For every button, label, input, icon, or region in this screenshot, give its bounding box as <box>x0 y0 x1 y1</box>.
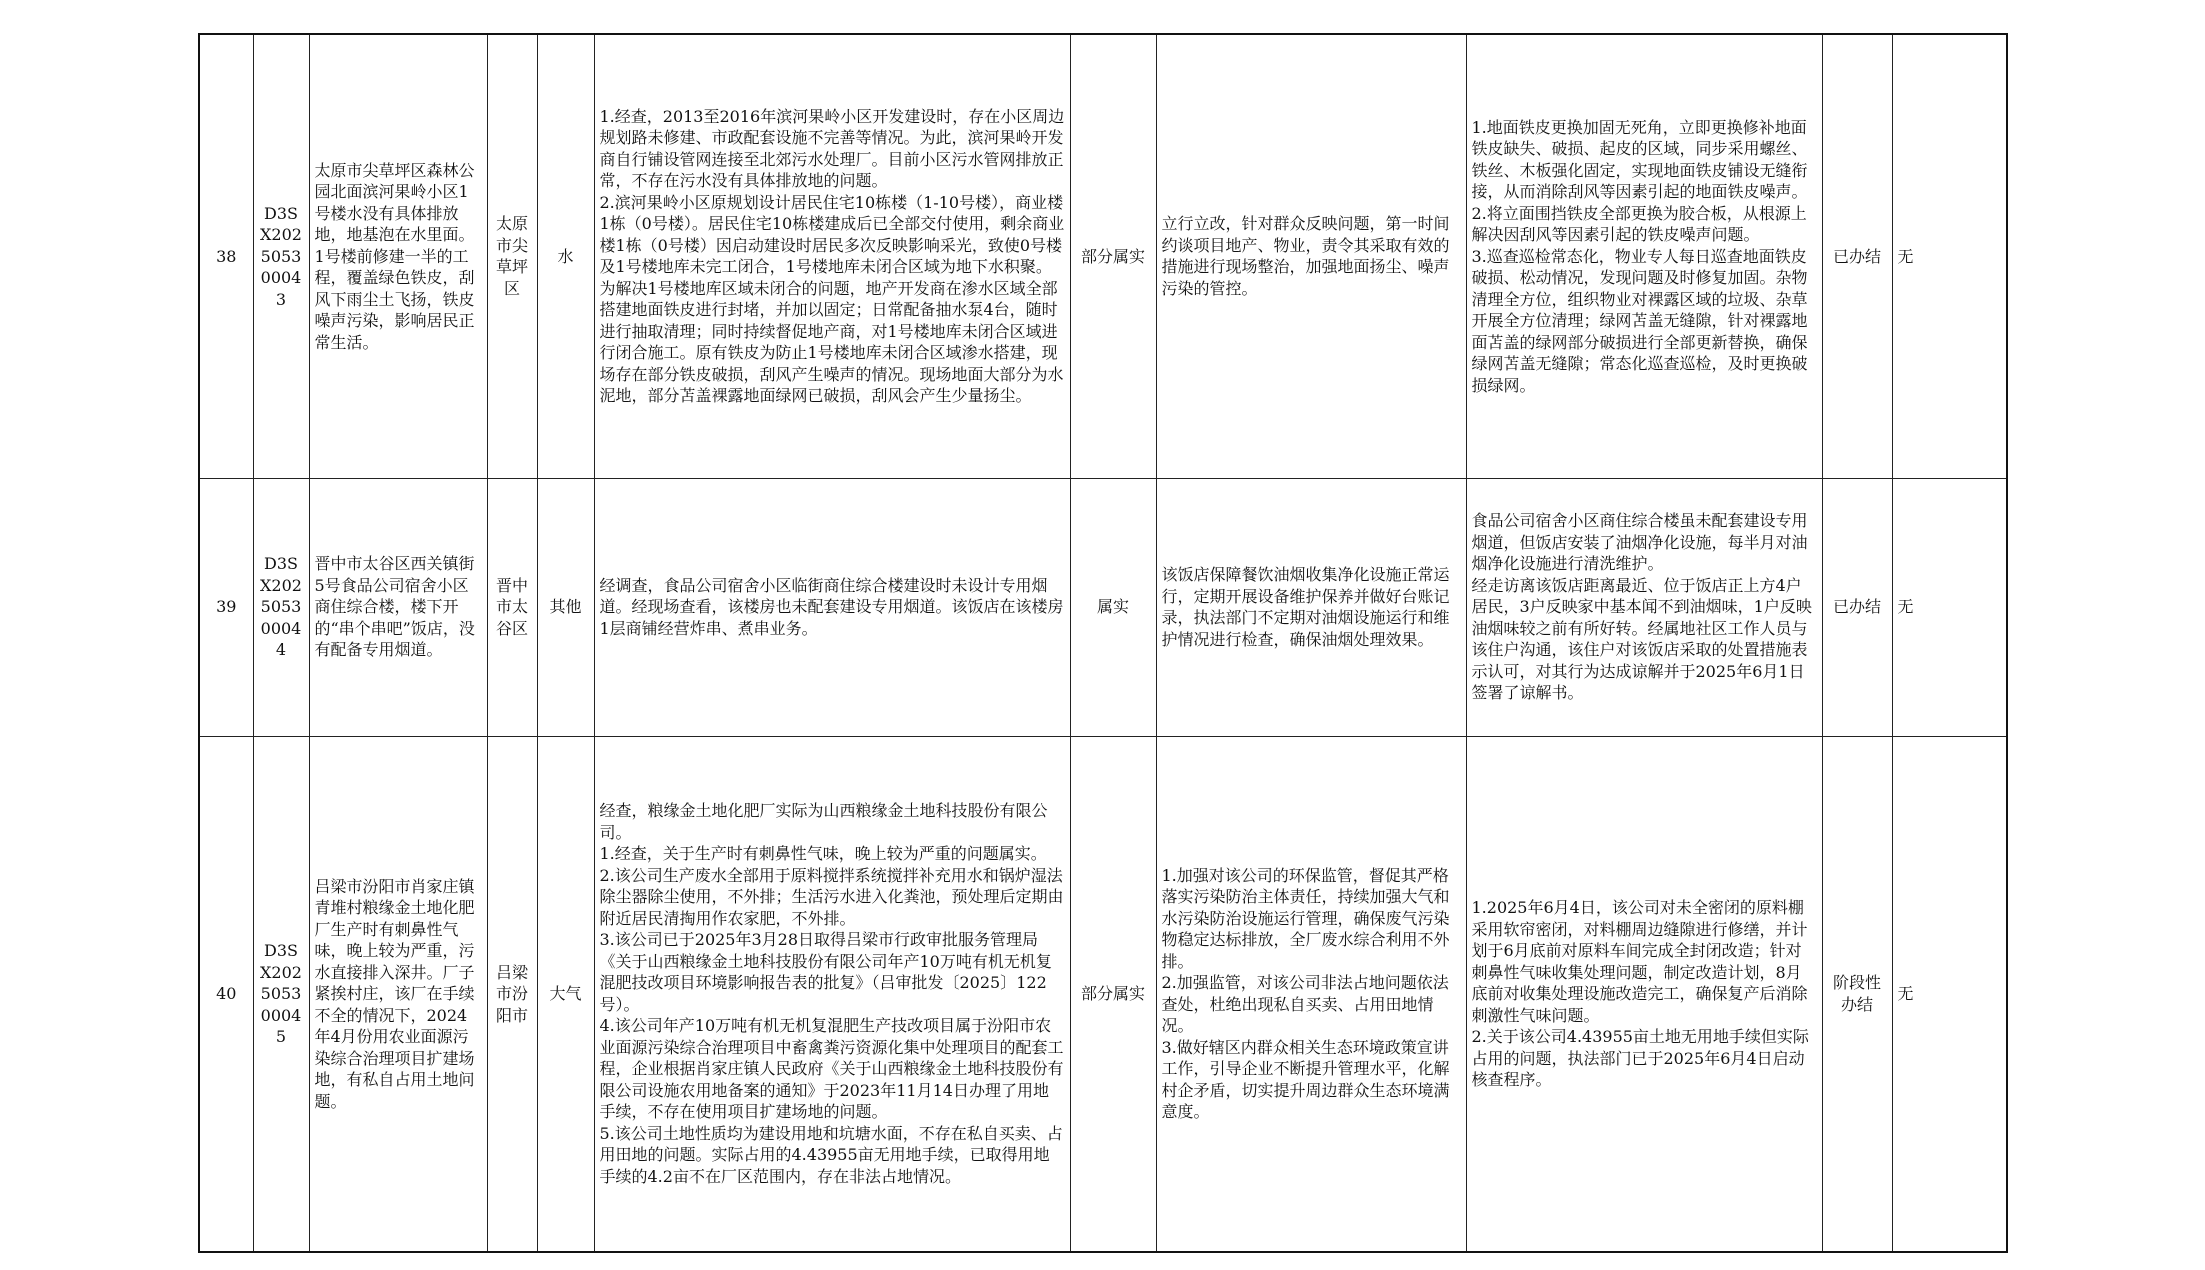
complaint-content: 吕梁市汾阳市肖家庄镇青堆村粮缘金土地化肥厂生产时有刺鼻性气味，晚上较为严重，污水直接排入深井。厂子紧挨村庄，该厂在手续不全的情况下，2024年4月份用农业面源污染综合治理项目扩建场地，有私自占用土地问题。 <box>309 736 487 1252</box>
rectification-paragraph: 食品公司宿舍小区商住综合楼虽未配套建设专用烟道，但饭店安装了油烟净化设施，每半月对油烟净化设施进行清洗维护。 <box>1471 511 1808 574</box>
rectification-status <box>1466 34 1822 478</box>
verdict: 部分属实 <box>1070 736 1156 1252</box>
investigation-paragraph: 1.经查，关于生产时有刺鼻性气味，晚上较为严重的问题属实。 <box>599 844 1047 864</box>
table-row <box>199 34 2007 478</box>
verdict: 部分属实 <box>1070 34 1156 478</box>
case-table <box>198 33 2008 1253</box>
rectification-status <box>1466 736 1822 1252</box>
rectification-paragraph: 1.地面铁皮更换加固无死角，立即更换修补地面铁皮缺失、破损、起皮的区域，同步采用螺丝、铁丝、木板强化固定，实现地面铁皮铺设无缝衔接，从而消除刮风等因素引起的地面铁皮噪声。 <box>1471 117 1808 201</box>
handling-paragraph: 1.加强对该公司的环保监管，督促其严格落实污染防治主体责任，持续加强大气和水污染防治设施运行管理，确保废气污染物稳定达标排放，全厂废水综合利用不外排。 <box>1161 865 1450 971</box>
investigation-paragraph: 为解决1号楼地库区域未闭合的问题，地产开发商在渗水区域全部搭建地面铁皮进行封堵，并加以固定；日常配备抽水泵4台，随时进行抽取清理；同时持续督促地产商，对1号楼地库未闭合区域进行闭合施工。原有铁皮为防止1号楼地库未闭合区域渗水搭建，现场存在部分铁皮破损，刮风产生噪声的情况。现场地面大部分为水泥地，部分苫盖裸露地面绿网已破损，刮风会产生少量扬尘。 <box>599 278 1064 406</box>
accountability: 无 <box>1892 34 2007 478</box>
handling-measures: 该饭店保障餐饮油烟收集净化设施正常运行，定期开展设备维护保养并做好台账记录，执法部门不定期对油烟设施运行和维护情况进行检查，确保油烟处理效果。 <box>1156 478 1466 736</box>
handling-measures <box>1156 736 1466 1252</box>
case-code: D3SX202505300045 <box>253 736 309 1252</box>
investigation-paragraph: 1.经查，2013至2016年滨河果岭小区开发建设时，存在小区周边规划路未修建、市政配套设施不完善等情况。为此，滨河果岭开发商自行铺设管网连接至北郊污水处理厂。目前小区污水管网排放正常，不存在污水没有具体排放地的问题。 <box>599 106 1065 191</box>
completion-status: 已办结 <box>1822 478 1892 736</box>
complaint-content: 太原市尖草坪区森林公园北面滨河果岭小区1号楼水没有具体排放地，地基泡在水里面。1号楼前修建一半的工程，覆盖绿色铁皮，刮风下雨尘土飞扬，铁皮噪声污染，影响居民正常生活。 <box>309 34 487 478</box>
investigation-paragraph: 2.该公司生产废水全部用于原料搅拌系统搅拌补充用水和锅炉湿法除尘器除尘使用，不外排；生活污水进入化粪池，预处理后定期由附近居民清掏用作农家肥，不外排。 <box>599 865 1064 928</box>
accountability: 无 <box>1892 478 2007 736</box>
handling-paragraph: 3.做好辖区内群众相关生态环境政策宣讲工作，引导企业不断提升管理水平，化解村企矛盾，切实提升周边群众生态环境满意度。 <box>1161 1037 1450 1122</box>
investigation-result <box>594 478 1070 736</box>
row-number: 39 <box>199 478 253 736</box>
pollution-type: 大气 <box>537 736 594 1252</box>
handling-measures: 立行立改，针对群众反映问题，第一时间约谈项目地产、物业，责令其采取有效的措施进行现场整治，加强地面扬尘、噪声污染的管控。 <box>1156 34 1466 478</box>
pollution-type: 其他 <box>537 478 594 736</box>
rectification-paragraph: 经走访离该饭店距离最近、位于饭店正上方4户居民，3户反映家中基本闻不到油烟味，1户反映油烟味较之前有所好转。经属地社区工作人员与该住户沟通，该住户对该饭店采取的处置措施表示认可，对其行为达成谅解并于2025年6月1日签署了谅解书。 <box>1471 575 1812 703</box>
table-row <box>199 736 2007 1252</box>
completion-status: 已办结 <box>1822 34 1892 478</box>
investigation-paragraph: 5.该公司土地性质均为建设用地和坑塘水面，不存在私自买卖、占用田地的问题。实际占用的4.43955亩无用地手续，已取得用地手续的4.2亩不在厂区范围内，存在非法占地情况。 <box>599 1123 1063 1186</box>
investigation-result <box>594 34 1070 478</box>
handling-paragraph: 2.加强监管，对该公司非法占地问题依法查处，杜绝出现私自买卖、占用田地情况。 <box>1161 973 1449 1036</box>
verdict: 属实 <box>1070 478 1156 736</box>
rectification-paragraph: 1.2025年6月4日，该公司对未全密闭的原料棚采用软帘密闭，对料棚周边缝隙进行修缮，并计划于6月底前对原料车间完成全封闭改造；针对刺鼻性气味收集处理问题，制定改造计划，8月底前对收集处理设施改造完工，确保复产后消除刺激性气味问题。 <box>1471 898 1808 1025</box>
rectification-paragraph: 2.关于该公司4.43955亩土地无用地手续但实际占用的问题，执法部门已于2025年6月4日启动核查程序。 <box>1471 1027 1809 1089</box>
region: 晋中市太谷区 <box>487 478 537 736</box>
table-row <box>199 478 2007 736</box>
rectification-status <box>1466 478 1822 736</box>
row-number: 38 <box>199 34 253 478</box>
investigation-paragraph: 2.滨河果岭小区原规划设计居民住宅10栋楼（1-10号楼），商业楼1栋（0号楼）。居民住宅10栋楼建成后已全部交付使用，剩余商业楼1栋（0号楼）因启动建设时居民多次反映影响采光，致使0号楼及1号楼地库未完工闭合，1号楼地库未闭合区域为地下水积聚。 <box>599 192 1065 277</box>
completion-status: 阶段性办结 <box>1822 736 1892 1252</box>
rectification-paragraph: 3.巡查巡检常态化，物业专人每日巡查地面铁皮破损、松动情况，发现问题及时修复加固。杂物清理全方位，组织物业对裸露区域的垃圾、杂草开展全方位清理；绿网苫盖无缝隙，针对裸露地面苫盖的绿网部分破损进行全部更新替换，确保绿网苫盖无缝隙；常态化巡查巡检，及时更换破损绿网。 <box>1471 246 1808 395</box>
investigation-paragraph: 4.该公司年产10万吨有机无机复混肥生产技改项目属于汾阳市农业面源污染综合治理项目中畜禽粪污资源化集中处理项目的配套工程，企业根据肖家庄镇人民政府《关于山西粮缘金土地科技股份有限公司设施农用地备案的通知》于2023年11月14日办理了用地手续，不存在使用项目扩建场地的问题。 <box>599 1016 1064 1122</box>
investigation-paragraph: 经调查，食品公司宿舍小区临街商住综合楼建设时未设计专用烟道。经现场查看，该楼房也未配套建设专用烟道。该饭店在该楼房1层商铺经营炸串、煮串业务。 <box>599 575 1064 638</box>
pollution-type: 水 <box>537 34 594 478</box>
case-code: D3SX202505300044 <box>253 478 309 736</box>
complaint-content: 晋中市太谷区西关镇街5号食品公司宿舍小区商住综合楼，楼下开的“串个串吧”饭店，没有配备专用烟道。 <box>309 478 487 736</box>
region: 吕梁市汾阳市 <box>487 736 537 1252</box>
investigation-paragraph: 经查，粮缘金土地化肥厂实际为山西粮缘金土地科技股份有限公司。 <box>599 801 1048 842</box>
rectification-paragraph: 2.将立面围挡铁皮全部更换为胶合板，从根源上解决因刮风等因素引起的铁皮噪声问题。 <box>1471 203 1807 244</box>
accountability: 无 <box>1892 736 2007 1252</box>
investigation-result <box>594 736 1070 1252</box>
row-number: 40 <box>199 736 253 1252</box>
region: 太原市尖草坪区 <box>487 34 537 478</box>
case-code: D3SX202505300043 <box>253 34 309 478</box>
investigation-paragraph: 3.该公司已于2025年3月28日取得吕梁市行政审批服务管理局《关于山西粮缘金土地科技股份有限公司年产10万吨有机无机复混肥技改项目环境影响报告表的批复》（吕审批发〔2025〕122号）。 <box>599 930 1052 1014</box>
